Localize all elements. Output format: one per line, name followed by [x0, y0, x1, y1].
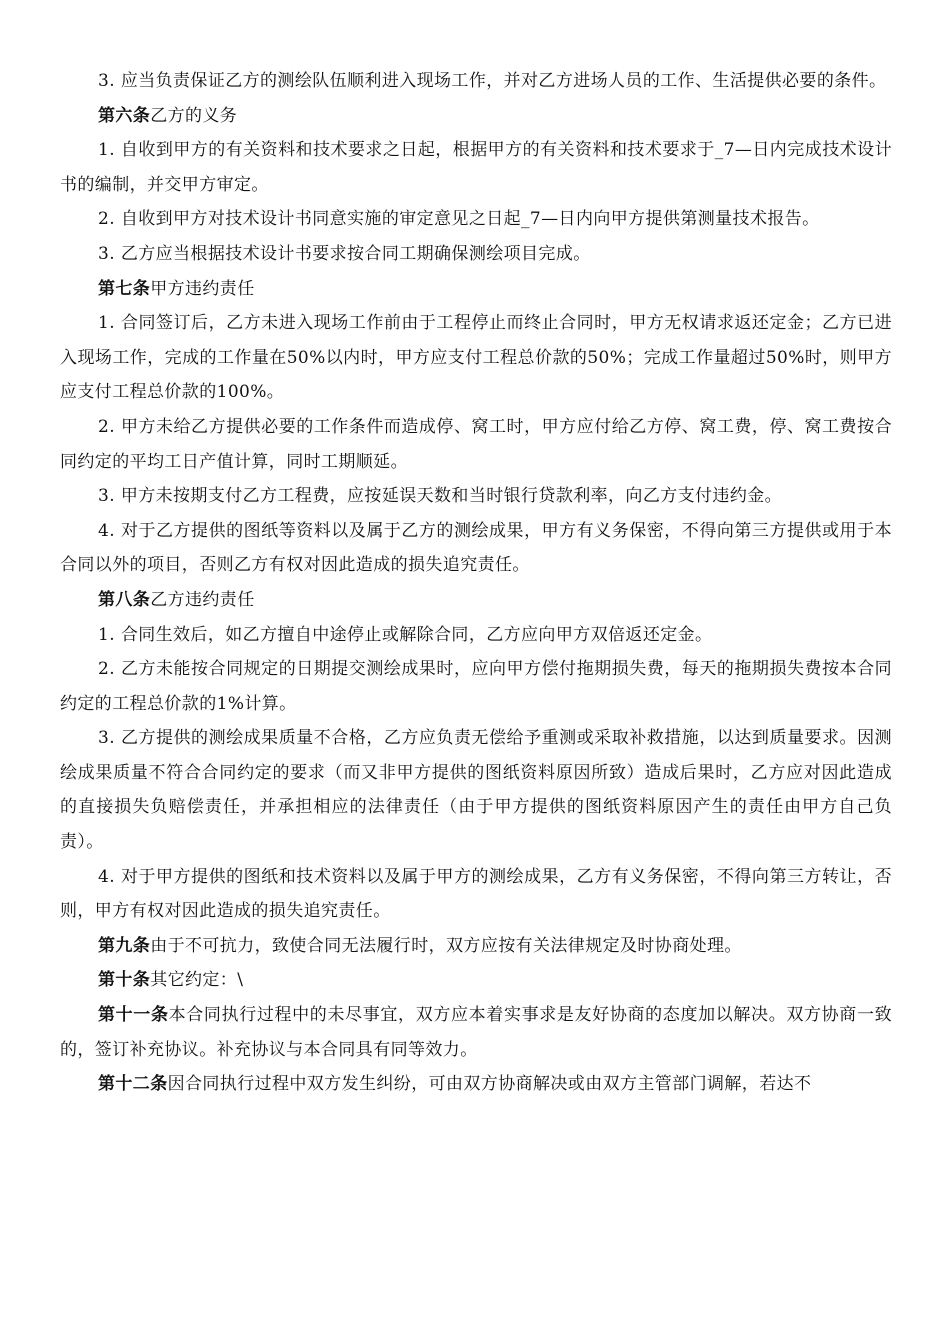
- paragraph: 3. 乙方应当根据技术设计书要求按合同工期确保测绘项目完成。: [98, 243, 591, 264]
- paragraph: 4. 对于甲方提供的图纸和技术资料以及属于甲方的测绘成果，乙方有义务保密，不得向第三方转让，否则，甲方有权对因此造成的损失追究责任。: [60, 866, 892, 922]
- article-heading: 第七条甲方违约责任: [98, 278, 255, 299]
- article-paragraph: 第十一条本合同执行过程中的未尽事宜，双方应本着实事求是友好协商的态度加以解决。双方协商一致的，签订补充协议。补充协议与本合同具有同等效力。: [60, 1005, 892, 1060]
- paragraph: 3. 乙方提供的测绘成果质量不合格，乙方应负责无偿给予重测或采取补救措施，以达到质量要求。因测绘成果质量不符合合同约定的要求（而又非甲方提供的图纸资料原因所致）造成后果时，乙方应对因此造成的直接损失负赔偿责任，并承担相应的法律责任（由于甲方提供的图纸资料原因产生的责任由甲方自己负责）。: [60, 728, 892, 853]
- article-paragraph: 第十二条因合同执行过程中双方发生纠纷，可由双方协商解决或由双方主管部门调解，若达不: [98, 1074, 812, 1095]
- paragraph: 2. 甲方未给乙方提供必要的工作条件而造成停、窝工时，甲方应付给乙方停、窝工费，停、窝工费按合同约定的平均工日产值计算，同时工期顺延。: [60, 416, 892, 472]
- paragraph: 2. 乙方未能按合同规定的日期提交测绘成果时，应向甲方偿付拖期损失费，每天的拖期损失费按本合同约定的工程总价款的1%计算。: [60, 659, 892, 714]
- document-body: [60, 64, 892, 1102]
- paragraph: 3. 甲方未按期支付乙方工程费，应按延误天数和当时银行贷款利率，向乙方支付违约金。: [98, 486, 783, 507]
- paragraph: 1. 自收到甲方的有关资料和技术要求之日起，根据甲方的有关资料和技术要求于_7—日内完成技术设计书的编制，并交甲方审定。: [60, 140, 892, 195]
- article-heading: 第八条乙方违约责任: [98, 589, 255, 610]
- article-heading: 第六条乙方的义务: [98, 105, 238, 126]
- paragraph: 3. 应当负责保证乙方的测绘队伍顺利进入现场工作，并对乙方进场人员的工作、生活提供必要的条件。: [98, 71, 887, 91]
- paragraph: 1. 合同签订后，乙方未进入现场工作前由于工程停止而终止合同时，甲方无权请求返还定金；乙方已进入现场工作，完成的工作量在50%以内时，甲方应支付工程总价款的50%；完成工作量超过50%时，则甲方应支付工程总价款的100%。: [60, 313, 892, 403]
- paragraph: 2. 自收到甲方对技术设计书同意实施的审定意见之日起_7—日内向甲方提供第测量技术报告。: [98, 209, 820, 230]
- paragraph: 4. 对于乙方提供的图纸等资料以及属于乙方的测绘成果，甲方有义务保密，不得向第三方提供或用于本合同以外的项目，否则乙方有权对因此造成的损失追究责任。: [60, 520, 892, 576]
- article-heading: 第九条由于不可抗力，致使合同无法履行时，双方应按有关法律规定及时协商处理。: [98, 935, 742, 956]
- paragraph: 1. 合同生效后，如乙方擅自中途停止或解除合同，乙方应向甲方双倍返还定金。: [98, 624, 713, 645]
- article-heading: 第十条其它约定：\: [98, 970, 244, 991]
